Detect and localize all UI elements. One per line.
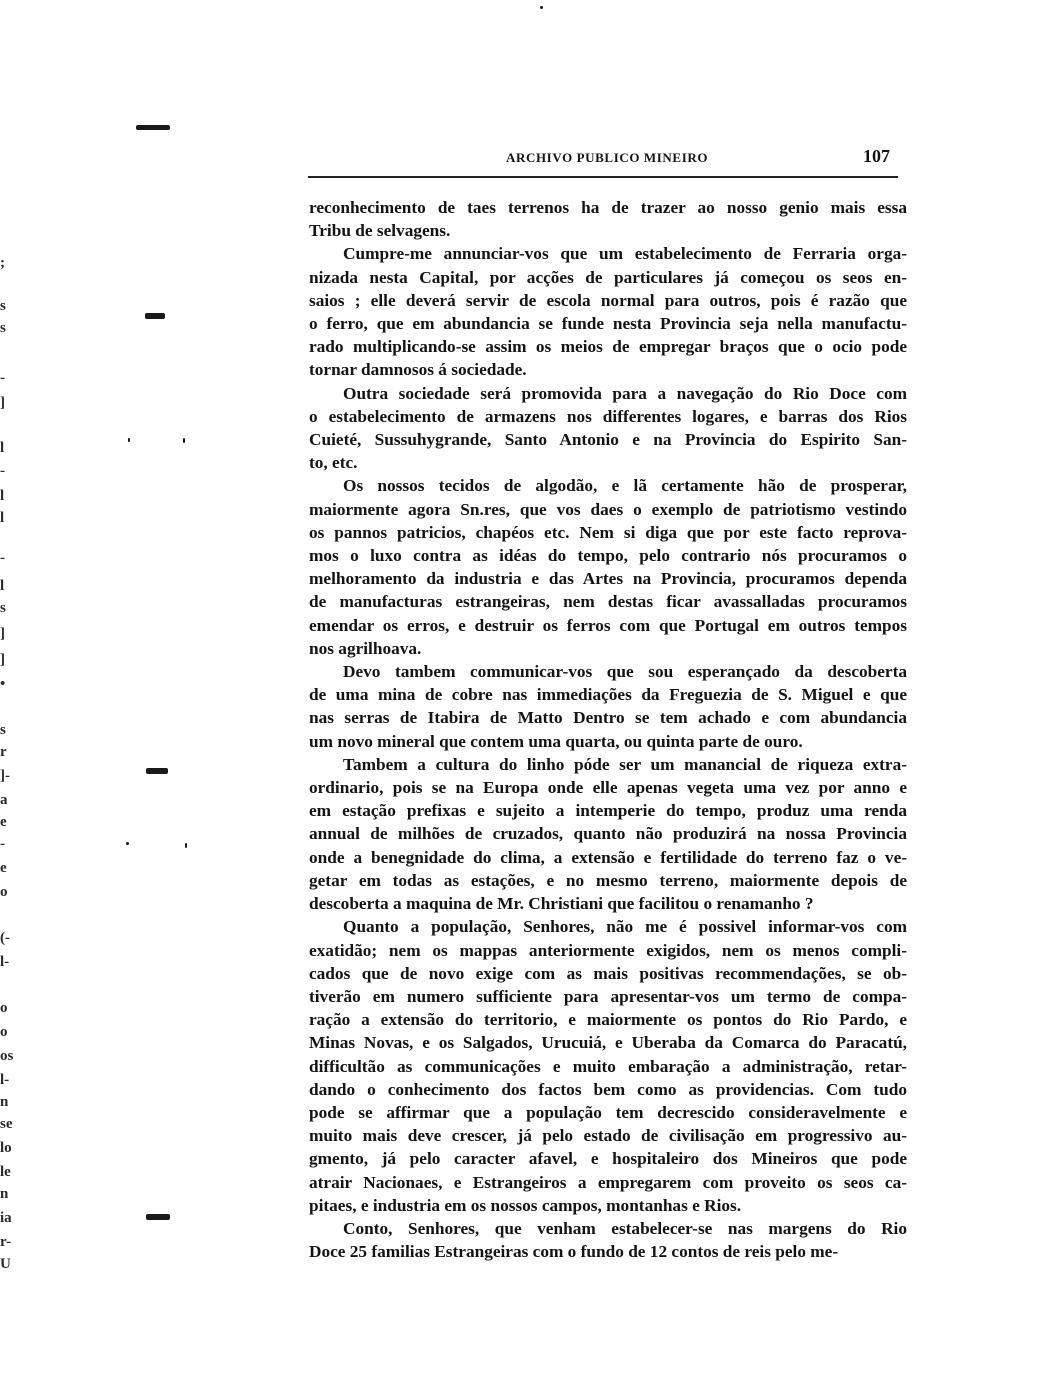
scan-mark <box>126 842 129 845</box>
text-line: ordinario, pois se na Europa onde elle apenas vegeta uma vez por anno e <box>309 778 907 798</box>
text-line: muito mais deve crescer, já pelo estado de civilisação em progressivo au- <box>309 1126 907 1146</box>
text-line: nas serras de Itabira de Matto Dentro se tem achado e com abundancia <box>309 708 907 728</box>
text-line: nos agrilhoava. <box>309 638 422 658</box>
margin-fragment: s <box>0 298 6 314</box>
scan-mark <box>185 843 187 848</box>
page-number: 107 <box>863 146 890 166</box>
text-line: Minas Novas, e os Salgados, Urucuiá, e Uberaba da Comarca do Paracatú, <box>309 1033 907 1053</box>
running-header-title: ARCHIVO PUBLICO MINEIRO <box>506 150 709 165</box>
margin-fragment: U <box>0 1256 11 1272</box>
paragraph <box>309 242 907 381</box>
facing-page-bleed <box>0 0 24 1379</box>
margin-fragment: l <box>0 578 5 594</box>
text-line: pode se affirmar que a população tem decrescido consideravelmente e <box>309 1102 907 1122</box>
margin-fragment: os <box>0 1048 14 1064</box>
text-line: Os nossos tecidos de algodão, e lã certamente hão de prosperar, <box>343 476 907 496</box>
text-line: Tribu de selvagens. <box>309 221 451 241</box>
margin-fragment: n <box>0 1186 9 1202</box>
text-line: dando o conhecimento dos factos bem como as providencias. Com tudo <box>309 1079 907 1099</box>
text-line: atrair Nacionaes, e Estrangeiros a empregarem com proveito os seos ca- <box>309 1172 907 1192</box>
margin-fragment: - <box>0 550 5 566</box>
text-line: tiverão em numero sufficiente para apresentar-vos um termo de compa- <box>309 986 907 1006</box>
text-line: de manufacturas estrangeiras, nem destas ficar avassalladas procuramos <box>309 592 907 612</box>
text-line: um novo mineral que contem uma quarta, ou quinta parte de ouro. <box>309 731 803 751</box>
margin-fragment: - <box>0 463 5 479</box>
text-line: os pannos patricios, chapéos etc. Nem si diga que por este facto reprova- <box>309 522 907 542</box>
text-line: gmento, já pelo caracter afavel, e hospitaleiro dos Mineiros que pode <box>309 1149 907 1169</box>
margin-fragment: s <box>0 722 6 738</box>
margin-fragment: ] <box>0 626 5 642</box>
text-line: reconhecimento de taes terrenos ha de trazer ao nosso genio mais essa <box>309 198 907 217</box>
paragraph <box>309 474 907 660</box>
margin-fragment: lo <box>0 1140 12 1156</box>
paragraph <box>309 915 907 1217</box>
margin-fragment: - <box>0 370 5 386</box>
margin-fragment: o <box>0 1024 8 1040</box>
scan-mark <box>540 6 543 9</box>
margin-fragment: ] <box>0 652 5 668</box>
margin-fragment: s <box>0 600 6 616</box>
text-line: exatidão; nem os mappas anteriormente exigidos, nem os menos compli- <box>309 940 907 960</box>
margin-fragment: e <box>0 860 7 876</box>
margin-fragment: ; <box>0 255 5 271</box>
margin-fragment: a <box>0 792 8 808</box>
margin-fragment: - <box>0 836 5 852</box>
text-line: Quanto a população, Senhores, não me é possivel informar-vos com <box>343 917 907 937</box>
margin-fragment: ia <box>0 1210 12 1226</box>
text-line: to, etc. <box>309 453 358 473</box>
text-line: pitaes, e industria em os nossos campos, montanhas e Rios. <box>309 1195 742 1215</box>
paragraph <box>309 1217 907 1263</box>
margin-fragment: • <box>0 676 6 692</box>
text-line: emendar os erros, e destruir os ferros com que Portugal em outros tempos <box>309 615 907 635</box>
scan-mark <box>183 438 185 443</box>
paragraph <box>309 660 907 753</box>
text-line: Devo tambem communicar-vos que sou esperançado da descoberta <box>343 662 907 682</box>
body-text <box>309 196 907 1263</box>
paragraph <box>309 382 907 475</box>
text-line: getar em todas as estações, e no mesmo terreno, maiormente depois de <box>309 870 907 890</box>
paragraph <box>309 753 907 915</box>
text-line: onde a benegnidade do clima, a extensão e fertilidade do terreno faz o ve- <box>309 847 907 867</box>
text-line: ração a extensão do territorio, e maiormente os pontos do Rio Pardo, e <box>309 1010 907 1030</box>
margin-fragment: ]- <box>0 768 10 784</box>
header-rule <box>308 176 898 178</box>
scan-mark <box>136 125 170 130</box>
text-line: mos o luxo contra as idéas do tempo, pelo contrario nós procuramos o <box>309 546 907 566</box>
text-line: descoberta a maquina de Mr. Christiani que facilitou o renamanho ? <box>309 894 814 914</box>
margin-fragment: r <box>0 744 7 760</box>
margin-fragment: l- <box>0 954 10 970</box>
text-line: Cumpre-me annunciar-vos que um estabelecimento de Ferraria orga- <box>343 244 907 264</box>
paragraph <box>309 196 907 242</box>
margin-fragment: l <box>0 440 5 456</box>
text-line: tornar damnosos á sociedade. <box>309 360 527 380</box>
margin-fragment: l- <box>0 1072 10 1088</box>
text-line: em estação prefixas e sujeito a intemperie do tempo, produz uma renda <box>309 801 907 821</box>
scan-mark <box>128 438 130 442</box>
text-line: saios ; elle deverá servir de escola normal para outros, pois é razão que <box>309 290 907 310</box>
margin-fragment: l <box>0 510 5 526</box>
scan-mark <box>146 1214 170 1220</box>
text-line: Tambem a cultura do linho póde ser um manancial de riqueza extra- <box>343 754 907 774</box>
scan-mark <box>145 313 165 319</box>
margin-fragment: l <box>0 488 5 504</box>
text-line: Cuieté, Sussuhygrande, Santo Antonio e na Provincia do Espirito San- <box>309 430 907 450</box>
margin-fragment: e <box>0 814 7 830</box>
margin-fragment: n <box>0 1094 9 1110</box>
text-line: annual de milhões de cruzados, quanto não produzirá na nossa Provincia <box>309 824 907 844</box>
text-line: rado multiplicando-se assim os meios de empregar braços que o ocio pode <box>309 337 907 357</box>
text-line: nizada nesta Capital, por acções de particulares já começou os seos en- <box>309 267 907 287</box>
margin-fragment: (- <box>0 930 10 946</box>
margin-fragment: ] <box>0 395 5 411</box>
text-line: Doce 25 familias Estrangeiras com o fundo de 12 contos de reis pelo me- <box>309 1242 839 1262</box>
margin-fragment: le <box>0 1164 11 1180</box>
running-header <box>308 146 898 172</box>
text-line: maiormente agora Sn.res, que vos daes o exemplo de patriotismo vestindo <box>309 499 907 519</box>
text-line: o estabelecimento de armazens nos differentes logares, e barras dos Rios <box>309 406 907 426</box>
text-line: o ferro, que em abundancia se funde nesta Provincia seja nella manufactu- <box>309 314 907 334</box>
text-line: difficultão as communicações e muito embaração a administração, retar- <box>309 1056 907 1076</box>
margin-fragment: r- <box>0 1234 12 1250</box>
text-line: de uma mina de cobre nas immediações da Freguezia de S. Miguel e que <box>309 685 907 705</box>
scan-mark <box>146 768 168 774</box>
margin-fragment: o <box>0 1000 8 1016</box>
margin-fragment: se <box>0 1116 13 1132</box>
text-line: cados que de novo exige com as mais positivas recommendações, se ob- <box>309 963 907 983</box>
text-line: Outra sociedade será promovida para a navegação do Rio Doce com <box>343 383 907 403</box>
text-line: Conto, Senhores, que venham estabelecer-se nas margens do Rio <box>343 1218 907 1238</box>
text-line: melhoramento da industria e das Artes na Provincia, procuramos dependa <box>309 569 907 589</box>
margin-fragment: o <box>0 884 8 900</box>
margin-fragment: s <box>0 320 6 336</box>
